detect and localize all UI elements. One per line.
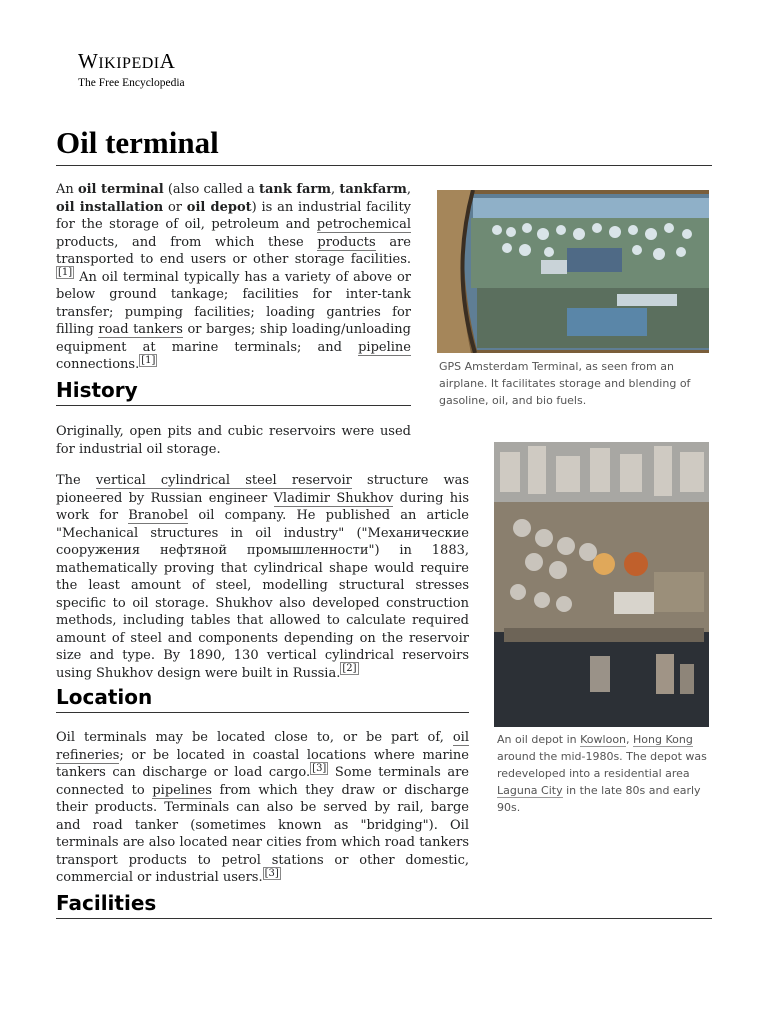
link-hong-kong[interactable]: Hong Kong xyxy=(633,733,693,746)
link-vladimir-shukhov[interactable]: Vladimir Shukhov xyxy=(273,490,394,506)
section-heading-location: Location xyxy=(56,684,469,713)
link-petrochemical[interactable]: petrochemical xyxy=(316,217,411,232)
figure-amsterdam xyxy=(437,190,709,409)
section-heading-history: History xyxy=(56,377,411,406)
link-products[interactable]: products xyxy=(317,234,376,250)
amsterdam-terminal-image[interactable] xyxy=(437,190,709,353)
link-pipelines[interactable]: pipelines xyxy=(152,782,212,798)
figure-kowloon-caption: An oil depot in Kowloon, Hong Kong around the mid-1980s. The depot was redeveloped into a residential area Laguna City in the late 80s and early 90s. xyxy=(497,733,707,814)
page-title: Oil terminal xyxy=(56,124,712,166)
intro-paragraph: An oil terminal (also called a tank farm, tankfarm, oil installation or oil depot) is an industrial facility for the storage of oil, petroleum and petrochemical products, and from which these products are transported to end users or other storage facilities.[1] An oil terminal typically has a variety of above or below ground tankage; facilities for inter-tank transfer; pumping facilities; loading gantries for filling road tankers or barges; ship loading/unloading equipment at marine terminals; and pipeline connections. [1] xyxy=(56,182,412,372)
history-section-intro xyxy=(56,423,411,458)
link-vertical-cylindrical-steel-reservoir[interactable]: vertical cylindrical steel reservoir xyxy=(95,473,352,488)
link-pipeline[interactable]: pipeline xyxy=(358,339,411,355)
link-oil-refineries[interactable]: oil refineries xyxy=(56,730,469,763)
logo-wordmark: WIKIPEDIA xyxy=(78,49,176,73)
location-paragraph: Oil terminals may be located close to, or be part of, oil refineries; or be located in coastal locations where marine tankers can discharge or load cargo. [3] Some terminals are connected to pipelines from which they draw or discharge their products. Terminals can also be served by rail, barge and road tanker (sometimes known as "bridging"). Oil terminals are also located near cities from which road tankers transport products to petrol stations or other domestic, commercial or industrial users. [3] xyxy=(56,730,469,885)
figure-amsterdam-caption: GPS Amsterdam Terminal, as seen from an airplane. It facilitates storage and blending of gasoline, oil, and bio fuels. xyxy=(439,360,691,407)
wikipedia-logo[interactable] xyxy=(78,50,185,90)
history-paragraph-1: Originally, open pits and cubic reservoirs were used for industrial oil storage. xyxy=(56,424,411,457)
citation-3b[interactable]: [3] xyxy=(264,867,279,879)
figure-kowloon xyxy=(494,442,709,816)
history-section-body xyxy=(56,472,469,682)
citation-2[interactable]: [2] xyxy=(342,663,357,675)
link-kowloon[interactable]: Kowloon xyxy=(580,733,627,746)
logo-tagline: The Free Encyclopedia xyxy=(78,77,185,89)
link-branobel[interactable]: Branobel xyxy=(128,508,189,523)
kowloon-depot-image[interactable] xyxy=(494,442,709,727)
intro-section xyxy=(56,181,411,374)
history-paragraph-2: The vertical cylindrical steel reservoir structure was pioneered by Russian engineer Vladimir Shukhov during his work for Branobel oil company. He published an article "Mechanical structures in oil industry" ("Механические сооружения нефтяной промышленности") in 1883, mathematically proving that cylindrical shape would require the least amount of steel, modelling structural stresses specific to oil storage. Shukhov also developed construction methods, including tables that allowed to calculate required amount of steel and components depending on the reservoir size and type. By 1890, 130 vertical cylindrical reservoirs using Shukhov design were built in Russia. [2] xyxy=(56,473,470,681)
citation-1b[interactable]: [1] xyxy=(141,354,156,366)
link-road-tankers[interactable]: road tankers xyxy=(98,322,183,337)
link-laguna-city[interactable]: Laguna City xyxy=(497,784,563,797)
section-heading-facilities: Facilities xyxy=(56,891,157,915)
citation-3[interactable]: [3] xyxy=(312,762,327,774)
location-section xyxy=(56,729,469,887)
facilities-divider xyxy=(56,918,712,919)
citation-1[interactable]: [1] xyxy=(58,267,73,279)
